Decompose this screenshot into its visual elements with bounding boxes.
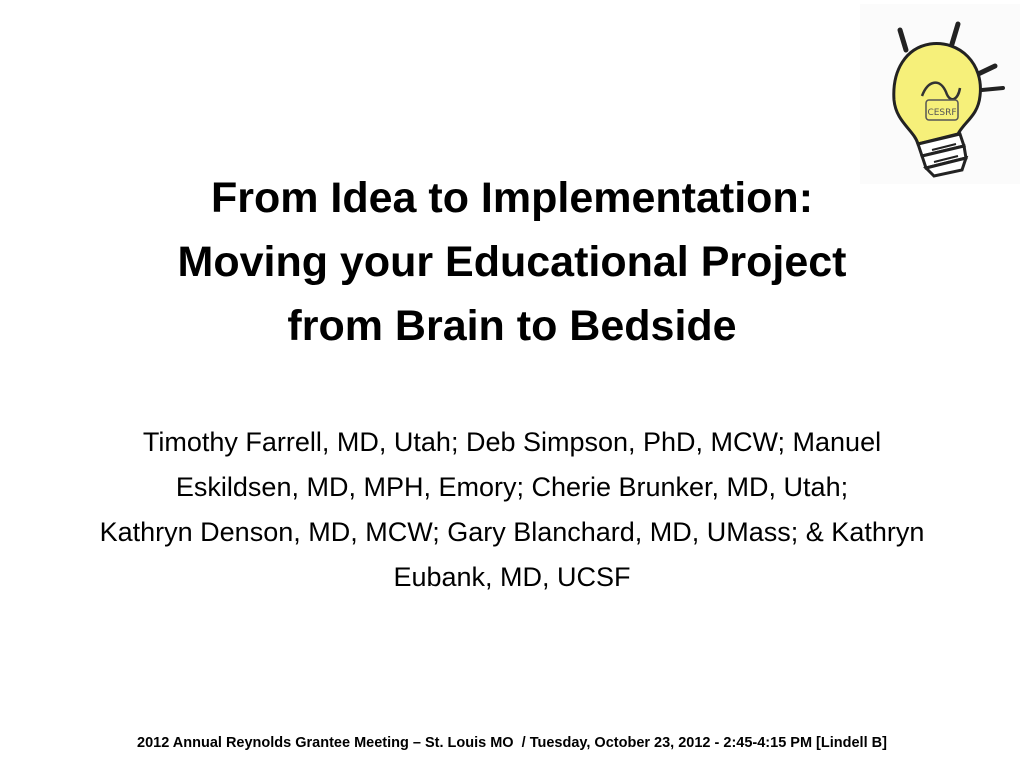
author-list [30,420,994,600]
title-line: from Brain to Bedside [287,302,737,350]
meeting-footer: 2012 Annual Reynolds Grantee Meeting – St. Louis MO / Tuesday, October 23, 2012 - 2:45-4:15 PM [Lindell B] [137,735,887,751]
author-line: Timothy Farrell, MD, Utah; Deb Simpson, PhD, MCW; Manuel [142,427,882,457]
title-line: From Idea to Implementation: [210,174,814,222]
lightbulb-logo-icon [860,4,1020,184]
author-line: Kathryn Denson, MD, MCW; Gary Blanchard, MD, UMass; & Kathryn [99,517,925,547]
slide-title [60,166,964,358]
svg-text:CESRF: CESRF [927,108,957,118]
author-line: Eskildsen, MD, MPH, Emory; Cherie Brunker, MD, Utah; [175,472,849,502]
title-line: Moving your Educational Project [177,238,847,286]
author-line: Eubank, MD, UCSF [393,562,631,592]
